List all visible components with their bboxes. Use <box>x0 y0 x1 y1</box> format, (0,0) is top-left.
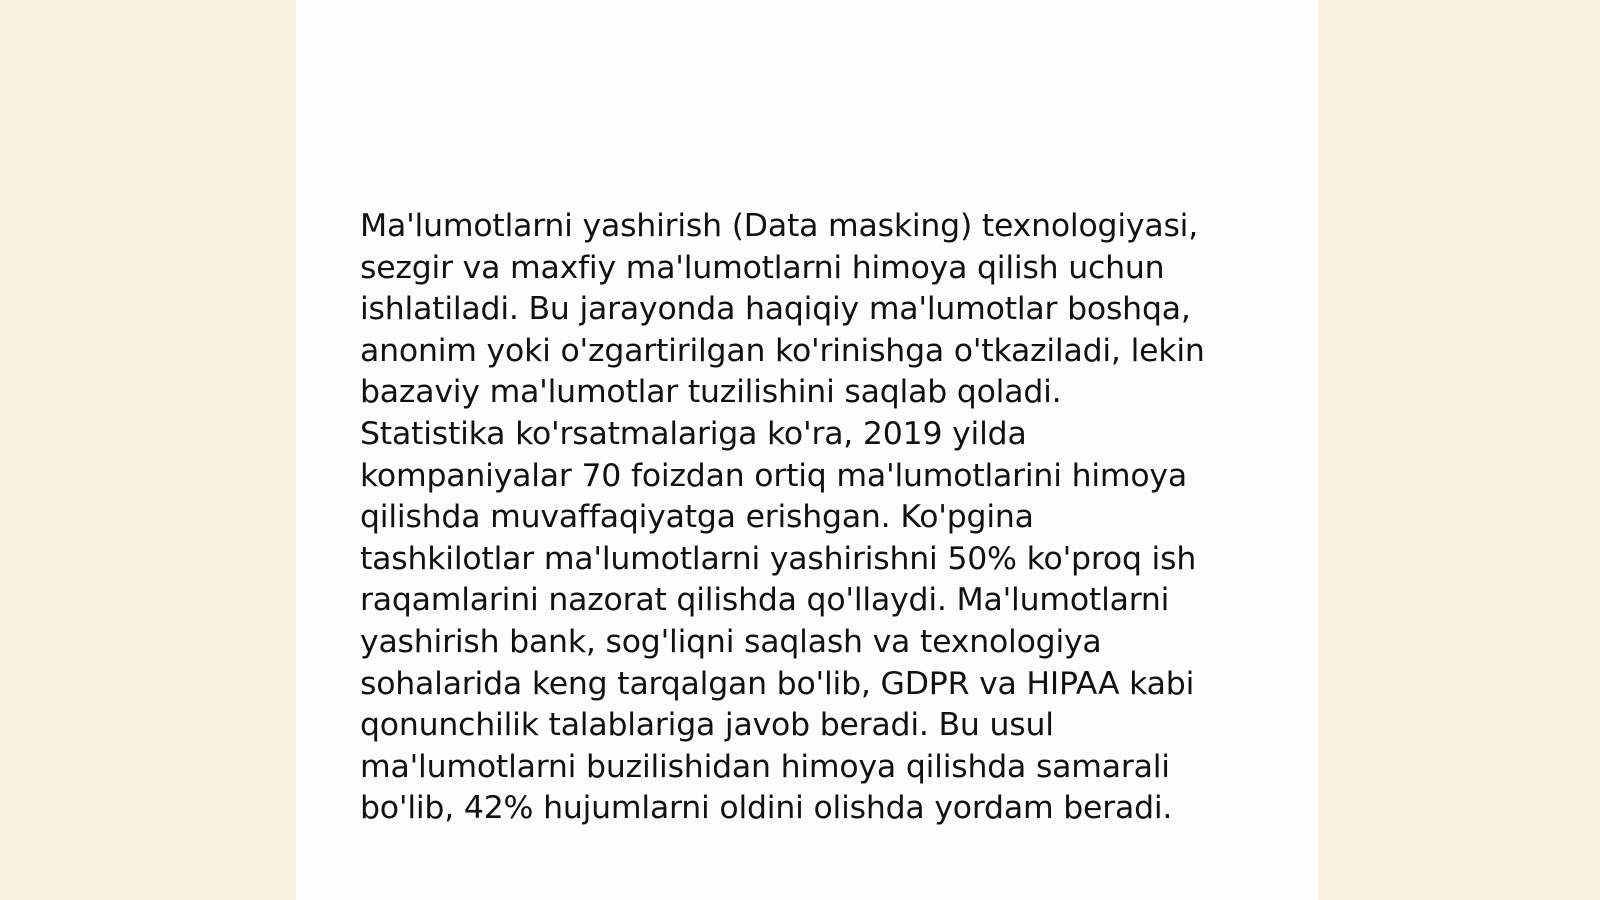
body-paragraph <box>360 206 1260 830</box>
paragraph-line-4: anonim yoki o'zgartirilgan ko'rinishga o'tkaziladi, lekin <box>360 332 1205 369</box>
right-margin-panel <box>1318 0 1600 900</box>
paragraph-line-7: kompaniyalar 70 foizdan ortiq ma'lumotlarini himoya <box>360 457 1187 494</box>
paragraph-line-11: yashirish bank, sog'liqni saqlash va texnologiya <box>360 623 1102 660</box>
paragraph-line-5: bazaviy ma'lumotlar tuzilishini saqlab qoladi. <box>360 374 1062 411</box>
paragraph-line-8: qilishda muvaffaqiyatga erishgan. Ko'pgina <box>360 499 1034 536</box>
paragraph-line-12: sohalarida keng tarqalgan bo'lib, GDPR va HIPAA kabi <box>360 665 1195 702</box>
paragraph-line-1: Ma'lumotlarni yashirish (Data masking) texnologiyasi, <box>360 208 1199 244</box>
paragraph-line-10: raqamlarini nazorat qilishda qo'llaydi. Ma'lumotlarni <box>360 582 1170 619</box>
document-page <box>296 0 1318 900</box>
paragraph-line-2: sezgir va maxfiy ma'lumotlarni himoya qilish uchun <box>360 249 1165 286</box>
paragraph-line-14: ma'lumotlarni buzilishidan himoya qilishda samarali <box>360 748 1170 785</box>
paragraph-line-3: ishlatiladi. Bu jarayonda haqiqiy ma'lumotlar boshqa, <box>360 291 1191 328</box>
paragraph-line-15: bo'lib, 42% hujumlarni oldini olishda yordam beradi. <box>360 790 1173 827</box>
left-margin-panel <box>0 0 296 900</box>
paragraph-line-13: qonunchilik talablariga javob beradi. Bu usul <box>360 707 1054 744</box>
paragraph-line-9: tashkilotlar ma'lumotlarni yashirishni 50% ko'proq ish <box>360 540 1197 577</box>
paragraph-line-6: Statistika ko'rsatmalariga ko'ra, 2019 yilda <box>360 415 1027 452</box>
